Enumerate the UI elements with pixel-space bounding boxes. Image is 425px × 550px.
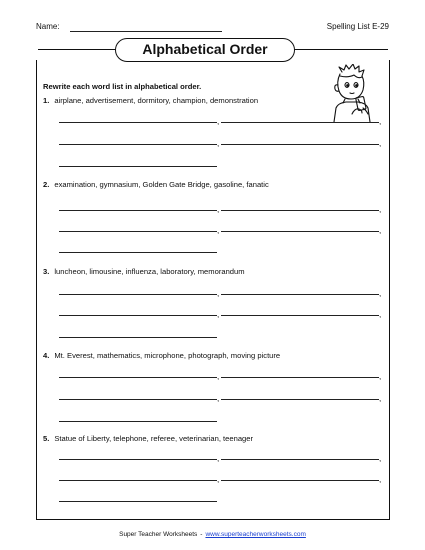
word-list: Statue of Liberty, telephone, referee, veterinarian, teenager [54,434,254,443]
comma-mark: , [379,475,382,484]
answer-line[interactable] [221,480,379,481]
answer-line[interactable] [59,231,217,232]
problem-number: 3. [43,267,50,276]
answer-line[interactable] [59,122,217,123]
word-list: Mt. Everest, mathematics, microphone, photograph, moving picture [54,351,281,360]
comma-mark: , [379,372,382,381]
comma-mark: , [217,226,220,235]
comma-mark: , [217,139,220,148]
answer-line[interactable] [59,210,217,211]
comma-mark: , [379,454,382,463]
answer-line[interactable] [59,337,217,338]
spelling-list-id: Spelling List E-29 [326,22,389,31]
answer-line[interactable] [221,459,379,460]
comma-mark: , [379,310,382,319]
comma-mark: , [379,289,382,298]
page-footer [0,531,425,538]
comma-mark: , [217,117,220,126]
boy-with-phone-icon [322,64,382,122]
name-label: Name: [36,22,60,31]
problem-number: 2. [43,180,50,189]
problem-2 [43,180,383,235]
problem-3 [43,267,383,319]
answer-line[interactable] [221,377,379,378]
comma-mark: , [379,226,382,235]
answer-line[interactable] [59,421,217,422]
answer-line[interactable] [59,377,217,378]
footer-link[interactable]: www.superteacherworksheets.com [205,531,306,538]
name-field-line[interactable] [70,31,222,32]
problem-5 [43,434,383,484]
comma-mark: , [379,117,382,126]
footer-separator: - [200,531,203,538]
footer-brand: Super Teacher Worksheets [119,531,198,538]
comma-mark: , [217,454,220,463]
word-list: examination, gymnasium, Golden Gate Bridge, gasoline, fanatic [54,180,269,189]
answer-line[interactable] [59,399,217,400]
answer-line[interactable] [59,501,217,502]
comma-mark: , [217,289,220,298]
answer-line[interactable] [59,294,217,295]
word-list: airplane, advertisement, dormitory, champion, demonstration [54,96,259,105]
comma-mark: , [379,394,382,403]
comma-mark: , [217,372,220,381]
answer-line[interactable] [221,144,379,145]
answer-line[interactable] [59,166,217,167]
page-title: Alphabetical Order [115,38,295,62]
answer-line[interactable] [59,480,217,481]
comma-mark: , [379,139,382,148]
problem-number: 5. [43,434,50,443]
answer-line[interactable] [59,459,217,460]
problem-4 [43,351,383,403]
worksheet-frame [36,60,390,520]
answer-line[interactable] [221,399,379,400]
title-banner [38,38,388,60]
answer-line[interactable] [59,252,217,253]
problem-number: 1. [43,96,50,105]
comma-mark: , [379,205,382,214]
comma-mark: , [217,310,220,319]
answer-line[interactable] [221,210,379,211]
word-list: luncheon, limousine, influenza, laboratory, memorandum [54,267,245,276]
answer-line[interactable] [221,315,379,316]
comma-mark: , [217,475,220,484]
answer-line[interactable] [221,231,379,232]
answer-line[interactable] [59,144,217,145]
problem-1 [43,96,383,148]
instructions: Rewrite each word list in alphabetical order. [43,82,202,91]
comma-mark: , [217,205,220,214]
comma-mark: , [217,394,220,403]
answer-line[interactable] [59,315,217,316]
worksheet-header [36,22,389,36]
answer-line[interactable] [221,294,379,295]
answer-line[interactable] [221,122,379,123]
problem-number: 4. [43,351,50,360]
